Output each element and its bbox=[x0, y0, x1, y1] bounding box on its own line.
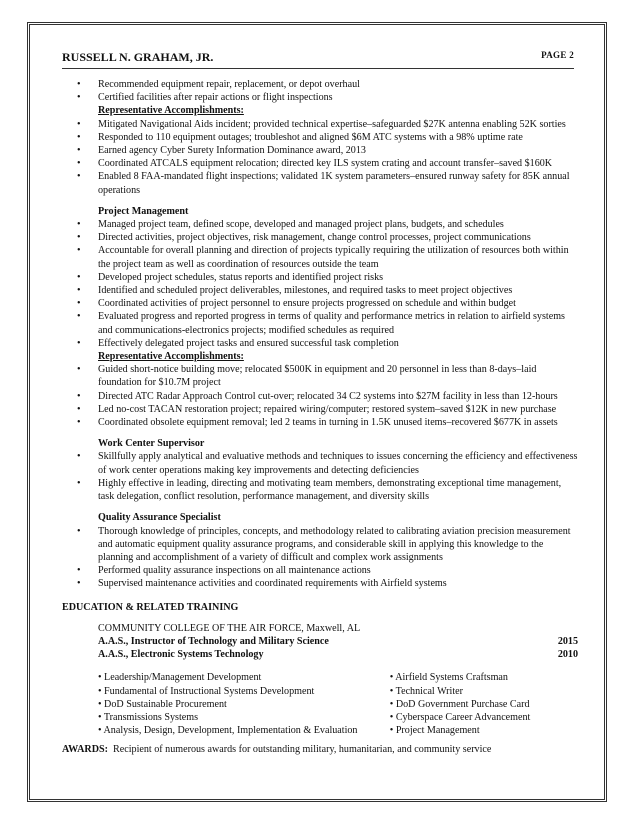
header-name: RUSSELL N. GRAHAM, JR. bbox=[62, 50, 214, 64]
bullet-item bbox=[62, 363, 578, 389]
project-management-list bbox=[62, 218, 578, 350]
bullet-item bbox=[62, 218, 578, 231]
bullet-icon: • bbox=[77, 451, 81, 463]
bullet-icon: • bbox=[77, 79, 81, 90]
training-item: • Cyberspace Career Advancement bbox=[389, 711, 531, 723]
bullet-icon: • bbox=[77, 232, 81, 244]
bullet-icon: • bbox=[77, 158, 81, 170]
training-item: • DoD Sustainable Procurement bbox=[98, 698, 227, 710]
header-rule bbox=[62, 68, 574, 69]
bullet-text: Mitigated Navigational Aids incident; provided technical expertise–safeguarded $27K antenna enabling 52K sorties bbox=[98, 118, 566, 130]
accomplishments-heading-2: Representative Accomplishments: bbox=[98, 351, 244, 363]
duty-list-top bbox=[62, 78, 578, 104]
bullet-icon: • bbox=[77, 565, 81, 577]
bullet-text: Accountable for overall planning and direction of projects typically requiring the utilization of resources both within the project team as well as coordination of resources outside the team bbox=[98, 245, 569, 270]
bullet-text: Earned agency Cyber Surety Information Dominance award, 2013 bbox=[98, 145, 366, 157]
bullet-icon: • bbox=[77, 285, 81, 297]
bullet-item bbox=[62, 144, 578, 157]
bullet-icon: • bbox=[77, 271, 81, 283]
bullet-text: Coordinated obsolete equipment removal; led 2 teams in turning in 1.5K unused items–recovered $677K in assets bbox=[98, 417, 558, 429]
education-block bbox=[62, 622, 578, 662]
bullet-item bbox=[62, 416, 578, 429]
bullet-item bbox=[62, 244, 578, 270]
bullet-text: Identified and scheduled project deliverables, milestones, and required tasks to meet project objectives bbox=[98, 285, 513, 297]
bullet-item bbox=[62, 131, 578, 144]
bullet-icon: • bbox=[77, 525, 81, 537]
bullet-item bbox=[62, 271, 578, 284]
bullet-icon: • bbox=[77, 578, 81, 590]
bullet-item bbox=[62, 118, 578, 131]
project-management-heading: Project Management bbox=[98, 205, 189, 217]
bullet-text: Enabled 8 FAA-mandated flight inspections; validated 1K system parameters–ensured runway safety for 85K annual operations bbox=[98, 171, 570, 196]
bullet-text: Led no-cost TACAN restoration project; repaired wiring/computer; restored system–saved $12K in new purchase bbox=[98, 403, 557, 415]
bullet-text: Directed activities, project objectives, risk management, change control processes, project communications bbox=[98, 232, 531, 244]
bullet-item bbox=[62, 284, 578, 297]
bullet-text: Developed project schedules, status reports and identified project risks bbox=[98, 271, 384, 283]
school-name: COMMUNITY COLLEGE OF THE AIR FORCE, Maxwell, AL bbox=[98, 622, 361, 634]
bullet-text: Effectively delegated project tasks and ensured successful task completion bbox=[98, 337, 399, 349]
training-item: • Technical Writer bbox=[389, 685, 463, 697]
training-item: • Airfield Systems Craftsman bbox=[389, 672, 508, 684]
bullet-text: Thorough knowledge of principles, concepts, and methodology related to calibrating aviation precision measurement and automatic equipment quality assurance programs, and considerable skill in applying this knowledge to the planning and accomplishment of a variety of difficult and complex work assignments bbox=[98, 525, 571, 563]
bullet-item bbox=[62, 403, 578, 416]
bullet-text: Certified facilities after repair actions or flight inspections bbox=[98, 92, 333, 104]
bullet-item bbox=[62, 78, 578, 91]
education-heading: EDUCATION & RELATED TRAINING bbox=[62, 601, 239, 613]
bullet-text: Highly effective in leading, directing and motivating team members, demonstrating exceptional time management, task delegation, conflict resolution, performance management, and diversity skills bbox=[98, 477, 562, 503]
training-item: • Fundamental of Instructional Systems Development bbox=[98, 685, 315, 697]
training-item: • Project Management bbox=[389, 725, 480, 737]
bullet-item bbox=[62, 297, 578, 310]
bullet-text: Supervised maintenance activities and coordinated requirements with Airfield systems bbox=[98, 578, 447, 590]
bullet-icon: • bbox=[77, 171, 81, 183]
quality-assurance-list bbox=[62, 525, 578, 591]
bullet-icon: • bbox=[77, 477, 81, 489]
bullet-item bbox=[62, 390, 578, 403]
bullet-item bbox=[62, 525, 578, 565]
bullet-icon: • bbox=[77, 337, 81, 349]
training-item: • Leadership/Management Development bbox=[98, 672, 262, 684]
bullet-item bbox=[62, 477, 578, 503]
bullet-icon: • bbox=[77, 298, 81, 310]
degree-name: A.A.S., Electronic Systems Technology bbox=[98, 649, 264, 661]
bullet-icon: • bbox=[77, 131, 81, 143]
project-accomplishment-list bbox=[62, 363, 578, 429]
bullet-text: Responded to 110 equipment outages; troubleshot and aligned $6M ATC systems with a 98% uptime rate bbox=[98, 131, 523, 143]
bullet-text: Recommended equipment repair, replacement, or depot overhaul bbox=[98, 79, 360, 90]
work-center-supervisor-heading: Work Center Supervisor bbox=[98, 438, 205, 450]
bullet-icon: • bbox=[77, 145, 81, 157]
bullet-icon: • bbox=[77, 417, 81, 429]
page-number: PAGE 2 bbox=[541, 50, 574, 60]
degree-year: 2010 bbox=[557, 649, 578, 661]
bullet-text: Managed project team, defined scope, developed and managed project plans, budgets, and schedules bbox=[98, 219, 504, 231]
bullet-icon: • bbox=[77, 364, 81, 376]
awards-text: Recipient of numerous awards for outstanding military, humanitarian, and community service bbox=[113, 744, 492, 756]
bullet-item bbox=[62, 231, 578, 244]
bullet-text: Evaluated progress and reported progress in terms of quality and performance metrics in relation to airfield systems and communications-electronics projects; modified schedules as required bbox=[98, 311, 565, 336]
training-item: • DoD Government Purchase Card bbox=[389, 698, 530, 710]
accomplishments-heading-1: Representative Accomplishments: bbox=[98, 105, 244, 117]
training-column-right bbox=[390, 671, 578, 737]
bullet-icon: • bbox=[77, 390, 81, 402]
bullet-icon: • bbox=[77, 403, 81, 415]
resume-body bbox=[62, 78, 578, 757]
bullet-text: Skillfully apply analytical and evaluative methods and techniques to issues concerning the efficiency and effectiveness of work center operations making key improvements and detecting deficiencies bbox=[98, 451, 578, 476]
degree-row bbox=[98, 648, 578, 661]
bullet-icon: • bbox=[77, 92, 81, 104]
training-column-left bbox=[98, 671, 390, 737]
bullet-item bbox=[62, 564, 578, 577]
bullet-icon: • bbox=[77, 219, 81, 231]
bullet-icon: • bbox=[77, 118, 81, 130]
training-item: • Transmissions Systems bbox=[98, 711, 199, 723]
bullet-text: Coordinated activities of project personnel to ensure projects progressed on schedule and within budget bbox=[98, 298, 516, 310]
bullet-item bbox=[62, 91, 578, 104]
work-center-list bbox=[62, 450, 578, 503]
bullet-icon: • bbox=[77, 311, 81, 323]
bullet-text: Guided short-notice building move; relocated $500K in equipment and 20 personnel in less than 8-days–laid foundation for $10.7M project bbox=[98, 364, 537, 389]
quality-assurance-heading: Quality Assurance Specialist bbox=[98, 512, 221, 524]
bullet-item bbox=[62, 310, 578, 336]
degree-name: A.A.S., Instructor of Technology and Military Science bbox=[98, 635, 329, 647]
degree-row bbox=[98, 635, 578, 648]
degree-year: 2015 bbox=[557, 635, 578, 647]
bullet-item bbox=[62, 450, 578, 476]
bullet-item bbox=[62, 157, 578, 170]
bullet-text: Coordinated ATCALS equipment relocation; directed key ILS system crating and account transfer–saved $160K bbox=[98, 158, 553, 170]
bullet-item bbox=[62, 577, 578, 590]
bullet-item bbox=[62, 337, 578, 350]
bullet-text: Directed ATC Radar Approach Control cut-over; relocated 34 C2 systems into $27M facility in less than 12-hours bbox=[98, 390, 558, 402]
bullet-text: Performed quality assurance inspections on all maintenance actions bbox=[98, 565, 371, 577]
bullet-icon: • bbox=[77, 245, 81, 257]
awards-label: AWARDS: bbox=[62, 744, 108, 756]
awards-line bbox=[62, 743, 578, 756]
bullet-item bbox=[62, 170, 578, 196]
training-columns bbox=[62, 671, 578, 737]
training-item: • Analysis, Design, Development, Implementation & Evaluation bbox=[98, 725, 358, 737]
accomplishment-list-top bbox=[62, 118, 578, 197]
